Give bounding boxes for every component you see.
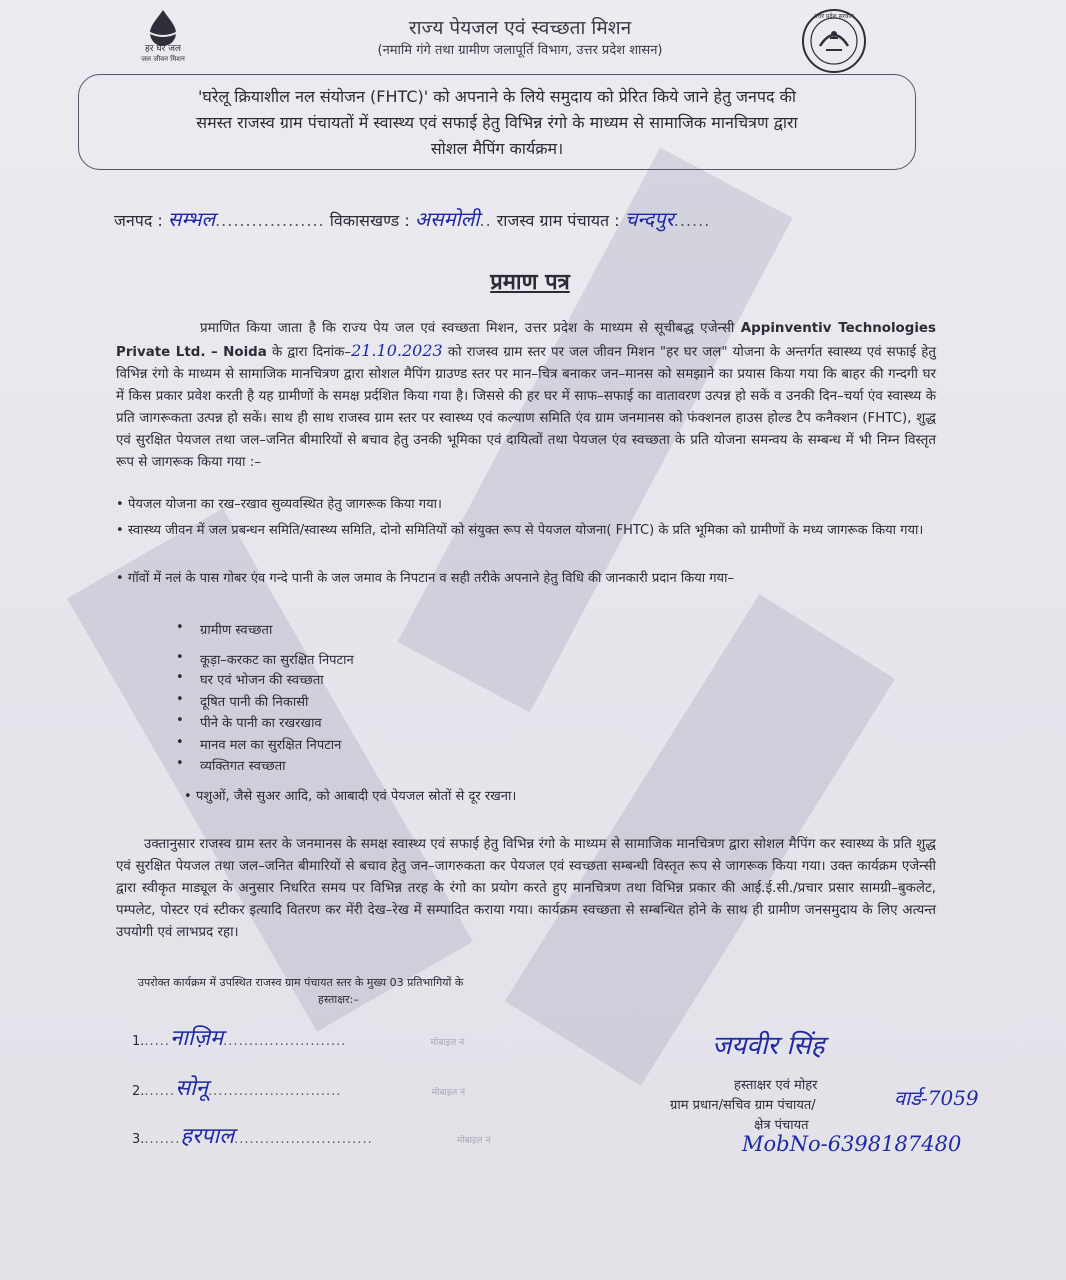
logo-left-sub: जल जीवन मिशन	[141, 55, 185, 63]
head-signature: जयवीर सिंह	[712, 1031, 825, 1061]
program-header-text	[104, 84, 890, 162]
para2-body: उक्तानुसार राजस्व ग्राम स्तर के जनमानस के समक्ष स्वास्थ्य एवं सफाई हेतु विभिन्न रंगो के माध्यम से सामाजिक मानचित्रण द्वारा सोशल मैपिंग कर स्वास्थ्य के प्रति शुद्ध एवं सुरक्षित पेयजल तथा जल–जनित बीमारियों से बचाव हेतु जन–जागरुकता कर पेयजल एवं स्वच्छता सम्बन्धी विस्तृत रूप से जागरूक किया गया। उक्त कार्यक्रम एजेन्सी द्वारा स्वीकृत माड्यूल के अनुसार निधरित समय पर विभिन्न तरह के रंगो का प्रयोग करते हुए मानचित्रण तथा विभिन्न प्रकार की आई.ई.सी./प्रचार प्रसार सामग्री–बुकलेट, पम्पलेट, पोस्टर एवं स्टीकर इत्यादि वितरण कर मेंरी देख–रेख में सम्पादित कराया गया। कार्यक्रम स्वच्छता से सम्बन्धित होने के साथ ही ग्रामीण जनसमुदाय के लिए अत्यन्त उपयोगी एवं लाभप्रद रहा।	[116, 837, 936, 940]
agency-name: Appinventiv Technologies Private Ltd. – Noida	[116, 321, 936, 360]
para1-date-label: के द्वारा दिनांक–	[271, 345, 352, 360]
participant-signature-3: 3........हरपाल........................... मोबाइल नं	[132, 1124, 491, 1149]
block-label: विकासखण्ड :	[329, 211, 410, 230]
up-government-seal	[782, 8, 886, 74]
har-ghar-jal-logo	[118, 6, 208, 66]
participants-signature-label: हस्ताक्षर:–	[318, 993, 359, 1006]
seal-text: उत्तर प्रदेश सरकार	[814, 13, 854, 20]
certificate-paragraph-2	[116, 834, 936, 944]
designation-label: ग्राम प्रधान/सचिव ग्राम पंचायत/	[670, 1098, 816, 1113]
sub-item-4: • दूषित पानी की निकासी	[200, 692, 308, 710]
para1-intro: प्रमाणित किया जाता है कि राज्य पेय जल एवं स्वच्छता मिशन, उत्तर प्रदेश के माध्यम से सूचीबद्ध एजेन्सी	[200, 321, 735, 336]
block-value: असमोली	[414, 207, 480, 231]
district-label: जनपद :	[114, 211, 163, 230]
para1-body: जीवन मिशन "हर घर जल" योजना के अन्तर्गत स्वास्थ्य एवं सफाई हेतु विभिन्न रंगो के माध्यम से सामाजिक मानचित्रण द्वारा सोशल मैपिंग ग्राउण्ड स्तर पर मान–चित्र बनाकर जन–मानस को समझाने का प्रयास किया गया कि बाहर की गन्दगी घर में किस प्रकार प्रवेश करती है यह ग्रामीणों के समक्ष प्रर्दशित किया गया है। जिससे की हर घर में साफ–सफाई का वातावरण उत्पन्न हो सकें व उनकी दिन–चर्या एंव स्वास्थ्य के प्रति जागरूकता उत्पन्न हो सकें। साथ ही साथ राजस्व ग्राम स्तर पर स्वास्थ्य एवं कल्याण समिति एंव ग्राम जनमानस को फंक्शनल हाउस होल्ड टैप कनैक्शन (FHTC), शुद्ध एवं सुरक्षित पेयजल तथा जल–जनित बीमारियों से बचाव हेतु उनकी भूमिका एवं दायित्वों तथा पेयजल एंव स्वच्छता के प्रति योजना समन्वय के सम्बन्ध में भी निम्न विस्तृत रूप से जागरूक किया गया :–	[116, 345, 936, 470]
sub-item-2: • कूड़ा–करकट का सुरक्षित निपटान	[200, 650, 354, 668]
participants-heading: उपरोक्त कार्यक्रम में उपस्थित राजस्व ग्राम पंचायत स्तर के मुख्य 03 प्रतिभागियों के	[138, 976, 464, 989]
bullet-item-3: • गॉवों में नलं के पास गोबर एंव गन्दे पानी के जल जमाव के निपटान व सही तरीके अपनाने हेतु विधि की जानकारी प्रदान किया गया–	[128, 568, 928, 590]
program-line-1: 'घरेलू क्रियाशील नल संयोजन (FHTC)' को अपनाने के लिये समुदाय को प्रेरित किये जाने हेतु जनपद की	[197, 87, 797, 106]
area-panchayat-label: क्षेत्र पंचायत	[754, 1118, 809, 1133]
participant-signature-2: 2.......सोनू.......................... मोबाइल नं	[132, 1076, 466, 1101]
bullet-item-1: • पेयजल योजना का रख–रखाव सुव्यवस्थित हेतु जागरूक किया गया।	[128, 494, 928, 516]
mobile-label: मोबाइल नं	[456, 1136, 491, 1146]
sub-item-1: • ग्रामीण स्वच्छता	[200, 620, 272, 638]
sub-item-6: • मानव मल का सुरक्षित निपटान	[200, 735, 341, 753]
participant-name: नाज़िम	[170, 1026, 224, 1051]
sub-item-3: • घर एवं भोजन की स्वच्छता	[200, 670, 324, 688]
program-date: 21.10.2023	[351, 341, 443, 360]
participant-name: सोनू	[175, 1076, 208, 1101]
mobile-label: मोबाइल नं	[430, 1038, 465, 1048]
bullet-item-last: • पशुओं, जैसे सुअर आदि, को आबादी एवं पेयजल स्रोतों से दूर रखना।	[196, 786, 796, 808]
sign-seal-label: हस्ताक्षर एवं मोहर	[734, 1078, 818, 1093]
sub-item-5: • पीने के पानी का रखरखाव	[200, 713, 322, 731]
mission-title: राज्य पेयजल एवं स्वच्छता मिशन	[408, 17, 632, 39]
mission-subtitle: (नमामि गंगे तथा ग्रामीण जलापूर्ति विभाग, उत्तर प्रदेश शासन)	[377, 43, 663, 58]
head-mobile-number: MobNo-6398187480	[742, 1132, 962, 1156]
para1-continue: को राजस्व ग्राम स्तर पर जल	[447, 345, 589, 360]
district-value: सम्भल	[167, 207, 216, 231]
certificate-title: प्रमाण पत्र	[490, 270, 570, 295]
program-line-2: समस्त राजस्व ग्राम पंचायतों में स्वास्थ्य एवं सफाई हेतु विभिन्न रंगो के माध्यम से सामाजिक मानचित्रण द्वारा	[196, 113, 798, 132]
participant-name: हरपाल	[180, 1124, 235, 1149]
participant-signature-1: 1......नाज़िम........................ मोबाइल नं	[132, 1026, 465, 1051]
mobile-label: मोबाइल नं	[431, 1088, 466, 1098]
panchayat-label: राजस्व ग्राम पंचायत :	[496, 211, 620, 230]
participant-number: 1.	[132, 1034, 145, 1049]
panchayat-value: चन्दपुर	[624, 207, 674, 231]
sub-item-7: • व्यक्तिगत स्वच्छता	[200, 756, 286, 774]
bullet-item-2: • स्वास्थ्य जीवन में जल प्रबन्धन समिति/स्वास्थ्य समिति, दोनो समितियों को संयुक्त रूप से पेयजल योजना( FHTC) के प्रति भूमिका को ग्रामीणों के मध्य जागरूक किया गया।	[128, 520, 928, 542]
location-fields: जनपद : सम्भल.................. विकासखण्ड : असमोली.. राजस्व ग्राम पंचायत : चन्दपुर......	[114, 207, 711, 231]
ward-number: वार्ड-7059	[894, 1086, 979, 1110]
program-line-3: सोशल मैपिंग कार्यक्रम।	[430, 139, 564, 158]
logo-left-text: हर घर जल	[145, 44, 181, 54]
participant-number: 2.	[132, 1084, 145, 1099]
participant-number: 3.	[132, 1132, 145, 1147]
certificate-paragraph-1	[116, 318, 936, 474]
